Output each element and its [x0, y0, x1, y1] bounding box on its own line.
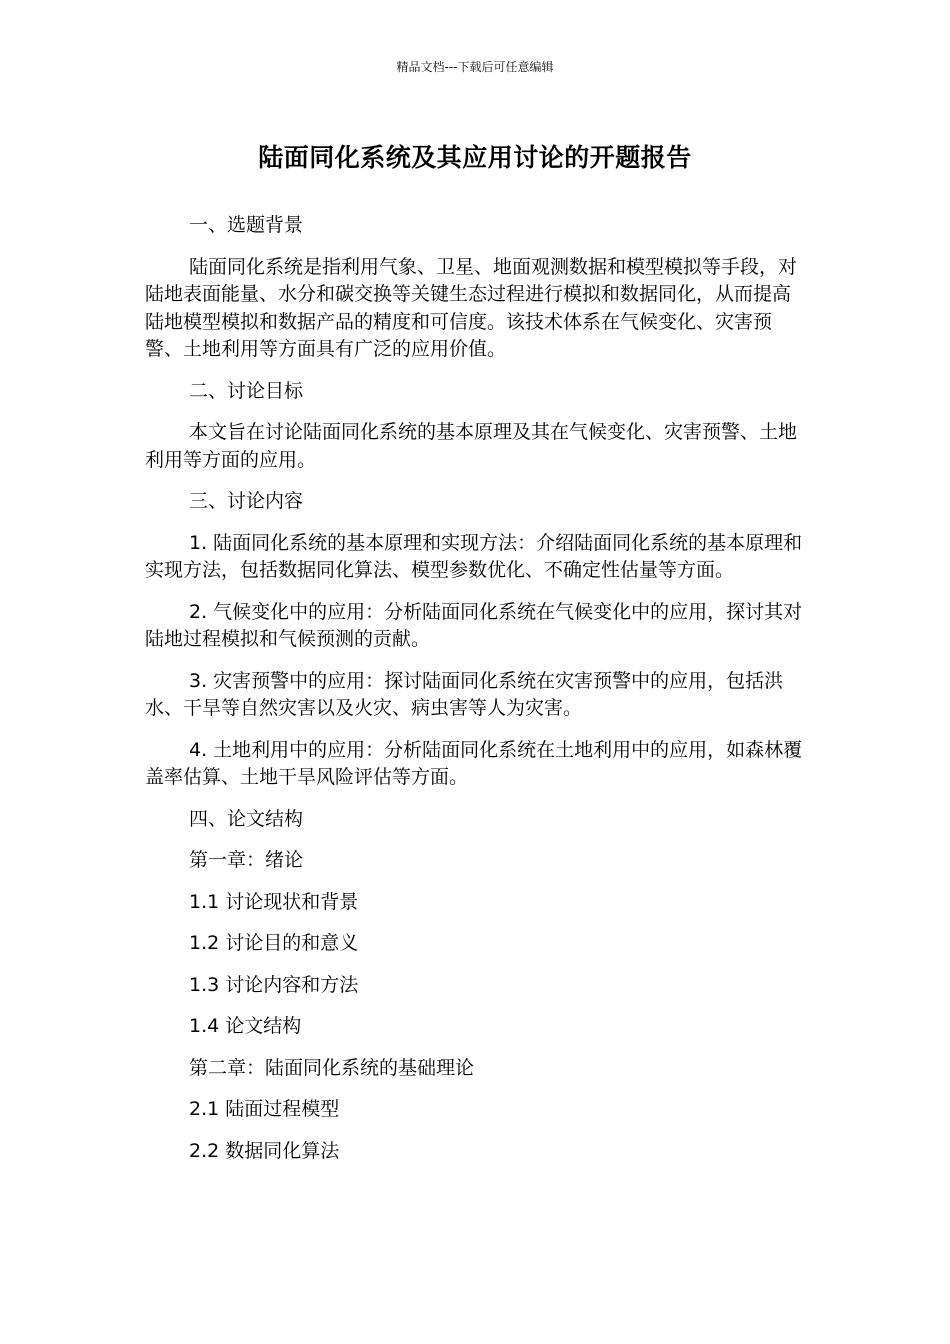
page-header: 精品文档---下载后可任意编辑: [396, 60, 554, 74]
document-body: [145, 212, 805, 1179]
section-heading-structure: 四、论文结构: [189, 807, 304, 830]
outline-item-2-1: 2.1 陆面过程模型: [189, 1098, 340, 1120]
paragraph-background: 陆面同化系统是指利用气象、卫星、地面观测数据和模型模拟等手段，对陆地表面能量、水分和碳交换等关键生态过程进行模拟和数据同化，从而提高陆地模型模拟和数据产品的精度和可信度。该技术体系在气候变化、灾害预警、土地利用等方面具有广泛的应用价值。: [145, 255, 798, 360]
section-heading-goal: 二、讨论目标: [189, 379, 304, 402]
outline-item-1-3: 1.3 讨论内容和方法: [189, 973, 359, 996]
outline-item-1-2: 1.2 讨论目的和意义: [189, 932, 359, 954]
list-item-content-4: 4. 土地利用中的应用：分析陆面同化系统在土地利用中的应用，如森林覆盖率估算、土地干旱风险评估等方面。: [145, 738, 803, 788]
section-heading-content: 三、讨论内容: [189, 490, 304, 512]
outline-item-2-2: 2.2 数据同化算法: [189, 1139, 340, 1162]
chapter-1-heading: 第一章：绪论: [189, 849, 304, 871]
document-title: 陆面同化系统及其应用讨论的开题报告: [258, 143, 692, 172]
outline-item-1-4: 1.4 论文结构: [189, 1015, 302, 1037]
list-item-content-3: 3. 灾害预警中的应用：探讨陆面同化系统在灾害预警中的应用，包括洪水、干旱等自然灾害以及火灾、病虫害等人为灾害。: [145, 669, 784, 719]
list-item-content-2: 2. 气候变化中的应用：分析陆面同化系统在气候变化中的应用，探讨其对陆地过程模拟和气候预测的贡献。: [145, 600, 803, 650]
section-heading-background: 一、选题背景: [189, 214, 304, 236]
paragraph-goal: 本文旨在讨论陆面同化系统的基本原理及其在气候变化、灾害预警、土地利用等方面的应用。: [145, 421, 798, 471]
chapter-2-heading: 第二章：陆面同化系统的基础理论: [189, 1056, 475, 1079]
outline-item-1-1: 1.1 讨论现状和背景: [189, 890, 359, 913]
list-item-content-1: 1. 陆面同化系统的基本原理和实现方法：介绍陆面同化系统的基本原理和实现方法，包括数据同化算法、模型参数优化、不确定性估量等方面。: [145, 531, 803, 581]
